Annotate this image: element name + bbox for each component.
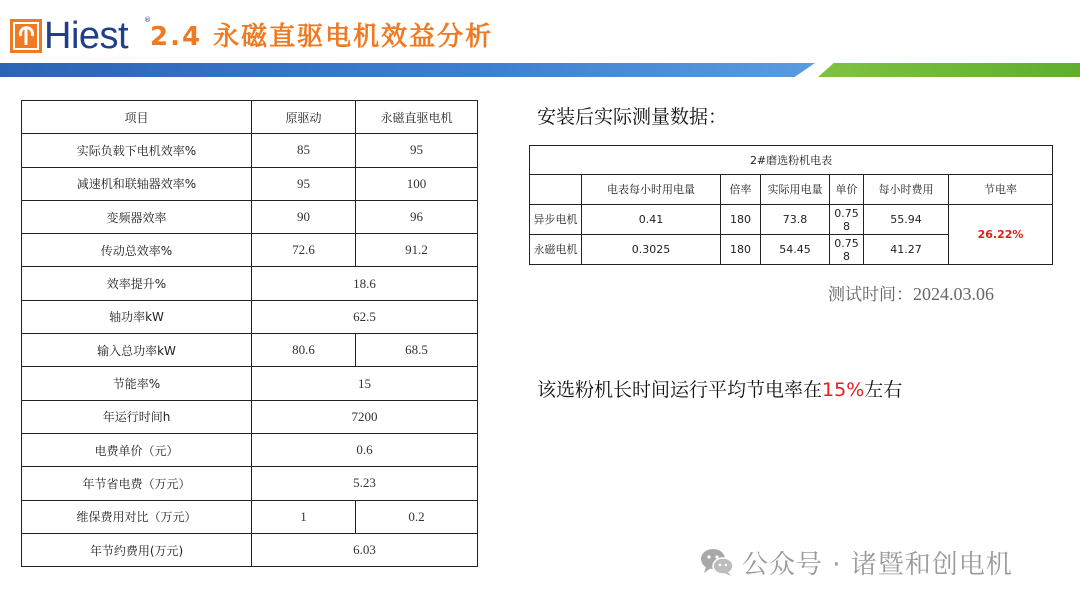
merged-value: 5.23 bbox=[252, 467, 478, 500]
hourly-cost: 55.94 bbox=[864, 205, 949, 235]
ratio: 180 bbox=[721, 205, 761, 235]
original-drive-value: 72.6 bbox=[252, 234, 356, 267]
measurement-table-title: 2#磨选粉机电表 bbox=[530, 146, 1053, 175]
table-row bbox=[22, 234, 478, 267]
table-header-row bbox=[530, 175, 1053, 205]
table-row bbox=[22, 467, 478, 500]
hourly-usage: 0.3025 bbox=[582, 235, 721, 265]
row-label: 节能率% bbox=[22, 367, 252, 400]
pm-motor-value: 68.5 bbox=[356, 334, 478, 367]
logo-text: Hiest bbox=[44, 15, 129, 57]
table-row bbox=[22, 300, 478, 333]
summary-percent: 15% bbox=[822, 379, 865, 401]
pm-motor-value: 0.2 bbox=[356, 500, 478, 533]
hourly-cost: 41.27 bbox=[864, 235, 949, 265]
merged-value: 18.6 bbox=[252, 267, 478, 300]
table-row bbox=[22, 367, 478, 400]
table-row bbox=[22, 167, 478, 200]
watermark bbox=[700, 543, 1013, 581]
column-header: 每小时费用 bbox=[864, 175, 949, 205]
table-row bbox=[22, 334, 478, 367]
motor-name: 永磁电机 bbox=[530, 235, 582, 265]
table-row bbox=[22, 200, 478, 233]
test-time-value: 2024.03.06 bbox=[913, 284, 994, 304]
row-label: 减速机和联轴器效率% bbox=[22, 167, 252, 200]
row-label: 年节省电费（万元） bbox=[22, 467, 252, 500]
measurement-table bbox=[529, 145, 1053, 265]
test-time bbox=[828, 280, 994, 305]
saving-rate: 26.22% bbox=[949, 205, 1053, 265]
unit-price: 0.75 8 bbox=[830, 235, 864, 265]
merged-value: 62.5 bbox=[252, 300, 478, 333]
row-label: 传动总效率% bbox=[22, 234, 252, 267]
column-header: 原驱动 bbox=[252, 101, 356, 134]
page-title: 2.4 永磁直驱电机效益分析 bbox=[150, 22, 494, 52]
column-header: 节电率 bbox=[949, 175, 1053, 205]
table-row bbox=[22, 533, 478, 566]
original-drive-value: 1 bbox=[252, 500, 356, 533]
column-header: 永磁直驱电机 bbox=[356, 101, 478, 134]
original-drive-value: 90 bbox=[252, 200, 356, 233]
column-header: 电表每小时用电量 bbox=[582, 175, 721, 205]
table-row bbox=[530, 205, 1053, 235]
merged-value: 0.6 bbox=[252, 433, 478, 466]
column-header bbox=[530, 175, 582, 205]
table-header-row bbox=[22, 101, 478, 134]
summary-text bbox=[537, 375, 902, 402]
row-label: 效率提升% bbox=[22, 267, 252, 300]
logo-mark-icon bbox=[10, 19, 42, 53]
pm-motor-value: 91.2 bbox=[356, 234, 478, 267]
test-time-label: 测试时间： bbox=[828, 285, 913, 305]
actual-usage: 54.45 bbox=[761, 235, 830, 265]
row-label: 实际负载下电机效率% bbox=[22, 134, 252, 167]
row-label: 年节约费用(万元) bbox=[22, 533, 252, 566]
table-row bbox=[22, 433, 478, 466]
hourly-usage: 0.41 bbox=[582, 205, 721, 235]
column-header: 项目 bbox=[22, 101, 252, 134]
wechat-icon bbox=[700, 547, 734, 577]
pm-motor-value: 95 bbox=[356, 134, 478, 167]
original-drive-value: 95 bbox=[252, 167, 356, 200]
original-drive-value: 80.6 bbox=[252, 334, 356, 367]
pm-motor-value: 96 bbox=[356, 200, 478, 233]
row-label: 输入总功率kW bbox=[22, 334, 252, 367]
row-label: 年运行时间h bbox=[22, 400, 252, 433]
column-header: 倍率 bbox=[721, 175, 761, 205]
column-header: 单价 bbox=[830, 175, 864, 205]
original-drive-value: 85 bbox=[252, 134, 356, 167]
actual-usage: 73.8 bbox=[761, 205, 830, 235]
unit-price: 0.75 8 bbox=[830, 205, 864, 235]
pm-motor-value: 100 bbox=[356, 167, 478, 200]
row-label: 轴功率kW bbox=[22, 300, 252, 333]
company-logo bbox=[10, 14, 151, 58]
summary-prefix: 该选粉机长时间运行平均节电率在 bbox=[537, 379, 823, 401]
column-header: 实际用电量 bbox=[761, 175, 830, 205]
measurement-heading: 安装后实际测量数据： bbox=[537, 106, 728, 128]
row-label: 变频器效率 bbox=[22, 200, 252, 233]
table-row bbox=[22, 267, 478, 300]
watermark-text: 公众号 · 诸暨和创电机 bbox=[742, 549, 1013, 580]
header-bar-green bbox=[818, 63, 1080, 77]
comparison-table bbox=[21, 100, 478, 567]
table-row bbox=[22, 500, 478, 533]
ratio: 180 bbox=[721, 235, 761, 265]
merged-value: 6.03 bbox=[252, 533, 478, 566]
merged-value: 7200 bbox=[252, 400, 478, 433]
motor-name: 异步电机 bbox=[530, 205, 582, 235]
logo-registered: ® bbox=[144, 16, 151, 24]
row-label: 维保费用对比（万元） bbox=[22, 500, 252, 533]
table-row bbox=[22, 400, 478, 433]
merged-value: 15 bbox=[252, 367, 478, 400]
table-row bbox=[22, 134, 478, 167]
header-bar-blue bbox=[0, 63, 815, 77]
summary-suffix: 左右 bbox=[864, 379, 903, 401]
row-label: 电费单价（元） bbox=[22, 433, 252, 466]
